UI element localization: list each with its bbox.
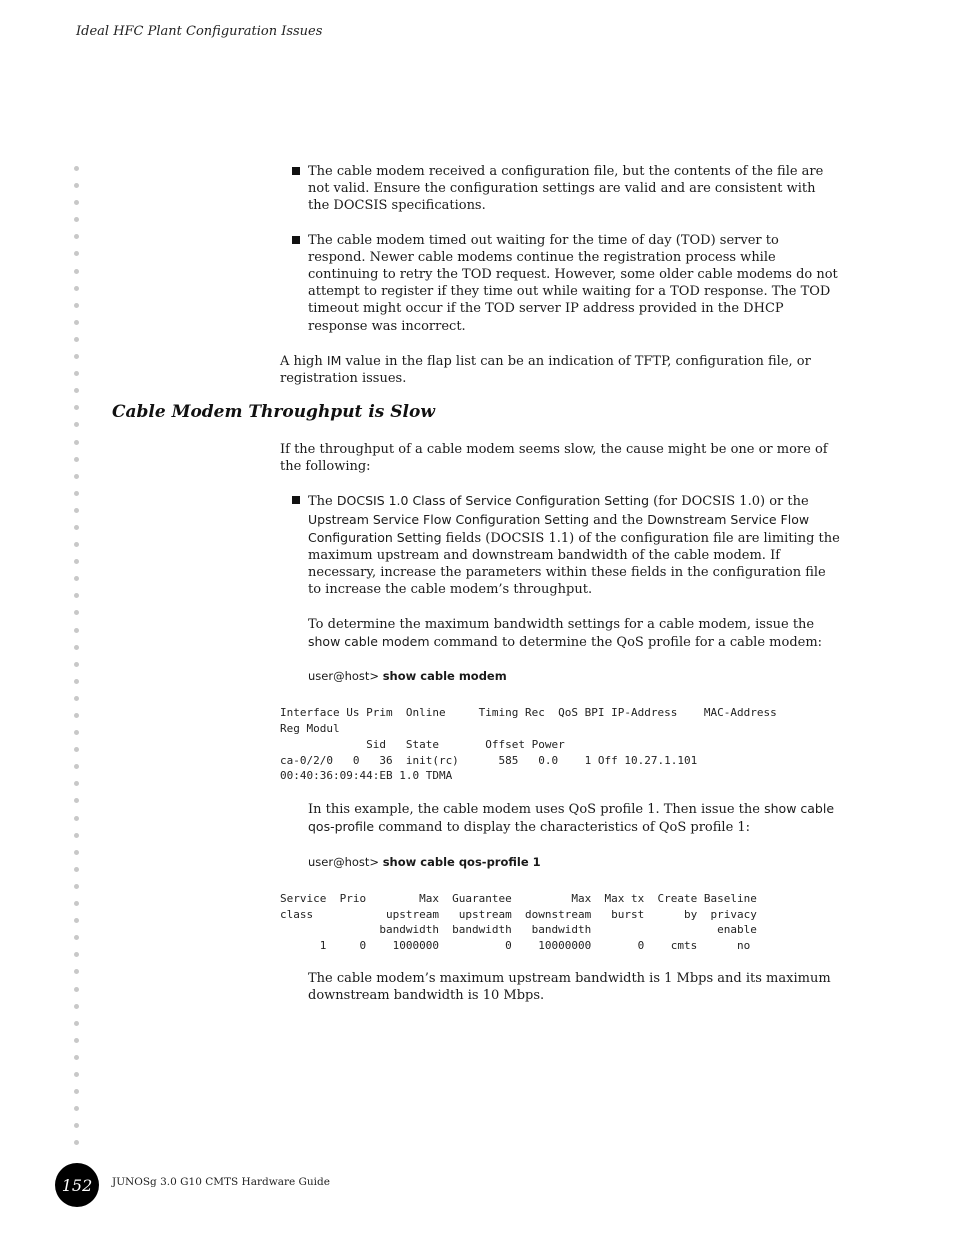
page-number-badge: 152 bbox=[55, 1163, 99, 1207]
margin-dot bbox=[74, 610, 79, 615]
text-run: To determine the maximum bandwidth settings for a cable modem, issue the bbox=[308, 616, 815, 632]
margin-dot bbox=[74, 1021, 79, 1026]
conclusion-paragraph: The cable modem’s maximum upstream bandwidth is 1 Mbps and its maximum downstream bandwidth is 10 Mbps. bbox=[308, 971, 831, 1004]
margin-dot bbox=[74, 1055, 79, 1060]
margin-dot bbox=[74, 713, 79, 718]
text-run: In this example, the cable modem uses QoS profile 1. Then issue the bbox=[308, 802, 765, 818]
margin-dot bbox=[74, 286, 79, 291]
text-run: and the bbox=[589, 512, 648, 528]
margin-dot bbox=[74, 628, 79, 633]
keyword: IM bbox=[326, 352, 342, 368]
keyword: Upstream Service Flow Configuration Setting bbox=[308, 511, 590, 527]
keyword: show cable modem bbox=[308, 633, 430, 649]
margin-dot bbox=[74, 303, 79, 308]
margin-dot bbox=[74, 1004, 79, 1009]
margin-dot bbox=[74, 559, 79, 564]
margin-dot bbox=[74, 166, 79, 171]
bullet-square-icon bbox=[292, 236, 300, 244]
margin-dot bbox=[74, 1089, 79, 1094]
margin-dot bbox=[74, 952, 79, 957]
determine-paragraph bbox=[280, 616, 840, 651]
cli-command: show cable modem bbox=[382, 669, 507, 684]
margin-dot bbox=[74, 1106, 79, 1111]
bullet-square-icon bbox=[292, 167, 300, 175]
margin-dot bbox=[74, 696, 79, 701]
margin-dot bbox=[74, 491, 79, 496]
text-run: fields (DOCSIS 1.1) of the configuration file are limiting the maximum upstream and downstream bandwidth of the cable modem. If necessary, increase the parameters within these fields in the configuration file to increase the cable modem’s throughput. bbox=[308, 530, 840, 598]
example-paragraph bbox=[280, 800, 840, 836]
keyword: show cable qos-profile bbox=[308, 801, 835, 835]
margin-dot bbox=[74, 320, 79, 325]
margin-dot bbox=[74, 867, 79, 872]
footer-doc-title: JUNOSg 3.0 G10 CMTS Hardware Guide bbox=[112, 1176, 330, 1188]
margin-dot bbox=[74, 183, 79, 188]
margin-dot bbox=[74, 764, 79, 769]
margin-dot bbox=[74, 798, 79, 803]
margin-dot bbox=[74, 508, 79, 513]
margin-dot bbox=[74, 337, 79, 342]
margin-dot bbox=[74, 816, 79, 821]
margin-dot bbox=[74, 422, 79, 427]
margin-dot bbox=[74, 935, 79, 940]
running-header: Ideal HFC Plant Configuration Issues bbox=[76, 24, 323, 39]
margin-dot bbox=[74, 474, 79, 479]
margin-dots-decoration bbox=[74, 166, 82, 1157]
section-content bbox=[280, 441, 840, 1021]
top-content bbox=[280, 163, 840, 404]
text-run: command to determine the QoS profile for a cable modem: bbox=[429, 634, 823, 650]
cli-command-show-cable-modem bbox=[308, 668, 840, 685]
margin-dot bbox=[74, 901, 79, 906]
margin-dot bbox=[74, 645, 79, 650]
margin-dot bbox=[74, 1140, 79, 1145]
margin-dot bbox=[74, 251, 79, 256]
flap-list-paragraph bbox=[280, 352, 840, 387]
margin-dot bbox=[74, 833, 79, 838]
cli-prompt: user@host> bbox=[308, 854, 383, 869]
cli-prompt: user@host> bbox=[308, 669, 383, 684]
cli-command-show-qos-profile bbox=[308, 854, 840, 871]
margin-dot bbox=[74, 576, 79, 581]
margin-dot bbox=[74, 440, 79, 445]
margin-dot bbox=[74, 234, 79, 239]
margin-dot bbox=[74, 969, 79, 974]
bullet-text: The cable modem received a configuration file, but the contents of the file are not valid. Ensure the configuration settings are valid and are consistent with the DOCSIS specifications. bbox=[308, 164, 824, 214]
text-run: value in the flap list can be an indication of TFTP, configuration file, or registration issues. bbox=[280, 353, 811, 387]
margin-dot bbox=[74, 662, 79, 667]
keyword: DOCSIS 1.0 Class of Service Configuration Setting bbox=[336, 493, 650, 509]
keyword: Downstream Service Flow Configuration Setting bbox=[308, 511, 810, 545]
text-run: (for DOCSIS 1.0) or the bbox=[649, 494, 809, 510]
margin-dot bbox=[74, 200, 79, 205]
margin-dot bbox=[74, 388, 79, 393]
section-heading: Cable Modem Throughput is Slow bbox=[112, 402, 435, 422]
margin-dot bbox=[74, 457, 79, 462]
margin-dot bbox=[74, 730, 79, 735]
margin-dot bbox=[74, 405, 79, 410]
margin-dot bbox=[74, 525, 79, 530]
margin-dot bbox=[74, 217, 79, 222]
bullet-square-icon bbox=[292, 496, 300, 504]
margin-dot bbox=[74, 1038, 79, 1043]
bullet-docsis-settings bbox=[280, 492, 840, 598]
margin-dot bbox=[74, 850, 79, 855]
bullet-tod-timeout bbox=[280, 232, 840, 335]
margin-dot bbox=[74, 1072, 79, 1077]
text-run: The bbox=[308, 494, 337, 510]
page-footer bbox=[55, 1163, 330, 1207]
margin-dot bbox=[74, 747, 79, 752]
margin-dot bbox=[74, 781, 79, 786]
bullet-config-invalid bbox=[280, 163, 840, 215]
margin-dot bbox=[74, 918, 79, 923]
cli-output-show-cable-modem: Interface Us Prim Online Timing Rec QoS BPI IP-Address MAC-Address Reg Modul Sid State Offset Power ca-0/2/0 0 36 init(rc) 585 0.0 1 Off 10.27.1.101 00:40:36:09:44:EB 1.0 TDMA bbox=[280, 706, 777, 783]
margin-dot bbox=[74, 354, 79, 359]
cli-output-qos-profile: Service Prio Max Guarantee Max Max tx Create Baseline class upstream upstream downstream burst by privacy bandwidth bandwidth bandwidth enable 1 0 1000000 0 10000000 0 cmts no bbox=[280, 891, 757, 953]
text-run: command to display the characteristics of QoS profile 1: bbox=[374, 820, 751, 836]
margin-dot bbox=[74, 269, 79, 274]
margin-dot bbox=[74, 987, 79, 992]
margin-dot bbox=[74, 679, 79, 684]
cli-command: show cable qos-profile 1 bbox=[382, 854, 541, 869]
margin-dot bbox=[74, 884, 79, 889]
margin-dot bbox=[74, 593, 79, 598]
bullet-text: The cable modem timed out waiting for the time of day (TOD) server to respond. Newer cable modems continue the registration process while continuing to retry the TOD request. However, some older cable modems do not attempt to register if they time out while waiting for a TOD response. The TOD timeout might occur if the TOD server IP address provided in the DHCP response was incorrect. bbox=[308, 232, 838, 334]
margin-dot bbox=[74, 371, 79, 376]
margin-dot bbox=[74, 1123, 79, 1128]
margin-dot bbox=[74, 542, 79, 547]
intro-paragraph: If the throughput of a cable modem seems slow, the cause might be one or more of the following: bbox=[280, 442, 828, 475]
text-run: A high bbox=[280, 353, 327, 369]
